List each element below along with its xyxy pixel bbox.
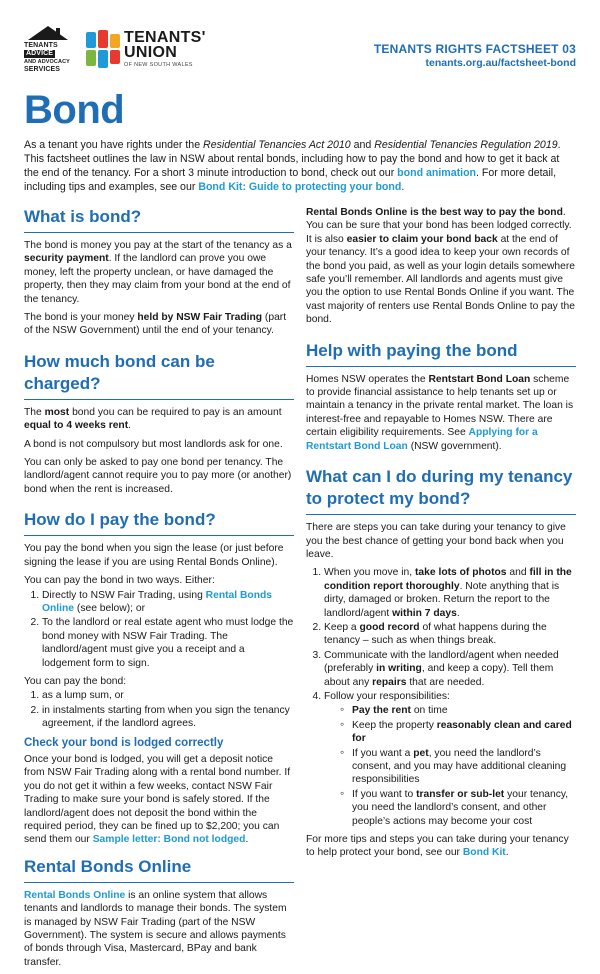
factsheet-title: TENANTS RIGHTS FACTSHEET 03 bbox=[373, 42, 576, 56]
paragraph: You can pay the bond in two ways. Either: bbox=[24, 575, 215, 587]
list-item: 4. Follow your responsibilities: ◦ Pay the rent on time ◦ Keep the property reasonably clean and cared for ◦ If you want a pet, you need the landlord’s consent, and you may have additional cleaning responsibilities ◦ If you want to transfer or sub-let your tenancy, you need the landlord’s consent, and other people’s actions may become your cost bbox=[324, 690, 576, 828]
list-item: 3. Communicate with the landlord/agent when needed (preferably in writing, and keep a copy). Tell them about any repairs that are needed. bbox=[324, 649, 576, 689]
text: . bbox=[401, 181, 405, 193]
paragraph: Once your bond is lodged, you will get a deposit notice from NSW Fair Trading along with a rental bond number. If you do not get it within a few weeks, contact NSW Fair Trading to make sure your bond is safely stored. If the landlord/agent does not deposit the bond within the required period, they can be fined up to $2,200; you can send them our Sample letter: Bond not lodged. bbox=[24, 753, 291, 846]
text: . This factsheet outlines the law in NSW about rental bonds, including how to pay the bond and how to get it back at the end of the tenancy. For a short 3 minute introduction to bond, check out our bbox=[24, 139, 561, 179]
logo-text: TENANTS' bbox=[124, 29, 206, 46]
paragraph: There are steps you can take during your tenancy to give you the best chance of getting your bond back when you leave. bbox=[306, 522, 566, 560]
bond-kit-link[interactable]: Bond Kit: Guide to protecting your bond bbox=[198, 181, 402, 193]
paragraph: You can pay the bond: bbox=[24, 675, 127, 687]
right-column bbox=[306, 206, 576, 865]
act-name: Residential Tenancies Regulation 2019 bbox=[374, 139, 558, 151]
list-item: 2. To the landlord or real estate agent who must lodge the bond money with NSW Fair Trading. The landlord/agent must give you a receipt and a lodgement form to sign. bbox=[42, 616, 294, 670]
section-heading: Help with paying the bond bbox=[306, 340, 576, 367]
section-heading: How much bond can be charged? bbox=[24, 351, 294, 400]
payment-options-list bbox=[24, 689, 294, 730]
list-item: ◦ If you want a pet, you need the landlord’s consent, and you may have additional cleaning responsibilities bbox=[340, 747, 576, 787]
sample-letter-link[interactable]: Sample letter: Bond not lodged bbox=[92, 834, 246, 846]
paragraph: The most bond you can be required to pay is an amount equal to 4 weeks rent. bbox=[24, 406, 282, 432]
responsibilities-list bbox=[324, 704, 576, 828]
rental-bonds-online-link[interactable]: Rental Bonds Online bbox=[42, 589, 273, 614]
subsection-heading: Check your bond is lodged correctly bbox=[24, 736, 224, 749]
paragraph: For more tips and steps you can take during your tenancy to help protect your bond, see our Bond Kit. bbox=[306, 834, 569, 859]
page-title: Bond bbox=[24, 88, 125, 132]
text: As a tenant you have rights under the bbox=[24, 139, 204, 151]
list-item: 1. as a lump sum, or bbox=[42, 689, 294, 702]
section-heading: How do I pay the bond? bbox=[24, 509, 294, 536]
section-heading: What is bond? bbox=[24, 206, 294, 233]
hands-icon bbox=[86, 30, 120, 70]
act-name: Residential Tenancies Act 2010 bbox=[203, 139, 351, 151]
logo-text: AND ADVOCACY bbox=[24, 59, 70, 65]
text: and bbox=[350, 139, 375, 151]
bond-kit-link[interactable]: Bond Kit bbox=[462, 847, 506, 859]
list-item: 2. in instalments starting from when you sign the tenancy agreement, if the landlord agrees. bbox=[42, 704, 294, 731]
logo-text: ADVICE bbox=[26, 50, 54, 57]
paragraph: Rental Bonds Online is the best way to pay the bond. You can be sure that your bond has been lodged correctly. It is also easier to claim your bond back at the end of your tenancy. It’s a good idea to keep your own records of the bond you paid, as well as your login details somewhere safe you’ll remember. All landlords and agents must give you the option to use Rental Bonds Online if you want. The vast majority of renters use Rental Bonds Online to pay the bond. bbox=[306, 207, 576, 326]
list-item: 1. Directly to NSW Fair Trading, using Rental Bonds Online (see below); or bbox=[42, 589, 294, 616]
text: . For more detail, including tips and examples, see our bbox=[24, 167, 557, 193]
section-heading: Rental Bonds Online bbox=[24, 856, 294, 883]
factsheet-url[interactable]: tenants.org.au/factsheet-bond bbox=[425, 57, 576, 69]
intro-paragraph bbox=[24, 138, 576, 194]
list-item: 1. When you move in, take lots of photos and fill in the condition report thoroughly. Note anything that is dirty, damaged or broken. Return the report to the landlord/agent within 7 days. bbox=[324, 566, 576, 620]
logo-subtext: OF NEW SOUTH WALES bbox=[124, 62, 193, 68]
paragraph: A bond is not compulsory but most landlords ask for one. bbox=[24, 438, 283, 450]
tenants-advice-logo bbox=[24, 24, 80, 80]
house-roof-icon bbox=[28, 26, 68, 40]
list-item: ◦ Keep the property reasonably clean and cared for bbox=[340, 719, 576, 746]
payment-methods-list bbox=[24, 589, 294, 670]
paragraph: The bond is your money held by NSW Fair Trading (part of the NSW Government) until the end of your tenancy. bbox=[24, 312, 287, 337]
list-item: 2. Keep a good record of what happens during the tenancy – such as when things break. bbox=[324, 621, 576, 648]
list-item: ◦ Pay the rent on time bbox=[340, 704, 576, 717]
header bbox=[24, 24, 576, 80]
paragraph: The bond is money you pay at the start of the tenancy as a security payment. If the landlord can prove you owe money, left the property unclean, or have damaged the property, then they may claim from your bond at the end of the tenancy. bbox=[24, 240, 292, 305]
paragraph: Rental Bonds Online is an online system that allows tenants and landlords to manage their bonds. The system is managed by NSW Fair Trading (part of the NSW Government). The system is secure and allows payments of bonds through Visa, Mastercard, BPay and bank transfer. bbox=[24, 889, 287, 968]
paragraph: You pay the bond when you sign the lease (or just before signing the lease if you are using Rental Bonds Online). bbox=[24, 543, 284, 568]
logo-text: TENANTS bbox=[24, 42, 58, 49]
logo-text: UNION bbox=[124, 44, 178, 61]
tenants-union-logo bbox=[86, 26, 236, 78]
paragraph: You can only be asked to pay one bond per tenancy. The landlord/agent cannot require you to pay more (or another) bond when the rent is increased. bbox=[24, 457, 292, 495]
protect-steps-list bbox=[306, 566, 576, 828]
left-column bbox=[24, 206, 294, 974]
paragraph: Homes NSW operates the Rentstart Bond Loan scheme to provide financial assistance to help tenants set up or maintain a tenancy in the private rental market. The loan is interest-free and repayable to Homes NSW. There are certain eligibility requirements. See Applying for a Rentstart Bond Loan (NSW government). bbox=[306, 373, 574, 452]
section-heading: What can I do during my tenancy to protect my bond? bbox=[306, 466, 576, 515]
bond-animation-link[interactable]: bond animation bbox=[397, 167, 477, 179]
rental-bonds-online-link[interactable]: Rental Bonds Online bbox=[24, 889, 126, 901]
list-item: ◦ If you want to transfer or sub-let your tenancy, you need the landlord’s consent, and other people’s actions may become your cost bbox=[340, 788, 576, 828]
factsheet-label bbox=[374, 42, 576, 69]
logo-text: SERVICES bbox=[24, 66, 61, 73]
rentstart-link[interactable]: Applying for a Rentstart Bond Loan bbox=[306, 427, 538, 452]
